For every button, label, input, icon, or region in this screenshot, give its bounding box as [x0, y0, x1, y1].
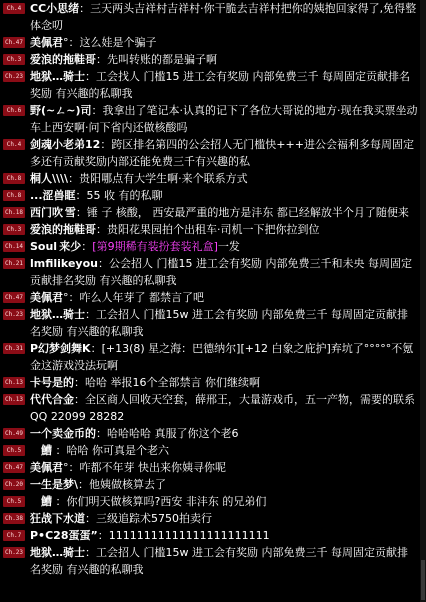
- name-separator: ：: [97, 529, 109, 542]
- player-name[interactable]: 鰽: [30, 495, 52, 508]
- chat-message: [0, 442, 420, 459]
- player-name[interactable]: 地狱…骑士: [30, 308, 85, 321]
- name-separator: ：: [79, 2, 91, 15]
- message-body: [30, 102, 418, 136]
- message-body: [30, 170, 418, 187]
- chat-message: [0, 493, 420, 510]
- chat-message: [0, 476, 420, 493]
- level-badge: Ch.31: [4, 345, 24, 352]
- message-text: 我拿出了笔记本·认真的记下了各位大哥说的地方·现在我买票坐动车上西安啊·问下省内还做核酸吗: [30, 104, 418, 134]
- player-name[interactable]: 鰽: [30, 444, 52, 457]
- message-text: 他姨做核算去了: [89, 478, 167, 491]
- name-separator: ：: [75, 189, 87, 202]
- level-badge: Ch.4: [3, 139, 25, 150]
- chat-message: [0, 51, 420, 68]
- message-text: 哈哈哈哈 真服了你这个老6: [107, 427, 239, 440]
- name-separator: ：: [74, 393, 85, 406]
- message-body: [30, 0, 418, 34]
- message-text: 贵阳哪点有大学生啊·来个联系方式: [79, 172, 248, 185]
- message-body: [30, 306, 418, 340]
- item-link[interactable]: [第9期稀有装扮套装礼盒]: [92, 240, 218, 253]
- player-name[interactable]: 西门吹 雪: [30, 206, 76, 219]
- name-separator: ：: [78, 478, 90, 491]
- message-body: [30, 238, 418, 255]
- player-name[interactable]: Soul 来少: [30, 240, 82, 253]
- player-name[interactable]: 美佩君: [30, 36, 63, 49]
- message-text: 咋都不年芽 快出来你姨寻你呢: [79, 461, 226, 474]
- level-badge: Ch.23: [4, 73, 24, 80]
- level-badge: Ch.4: [3, 3, 25, 14]
- name-separator: ：: [85, 546, 96, 559]
- message-body: [30, 289, 418, 306]
- chat-message: [0, 459, 420, 476]
- message-body: [30, 527, 418, 544]
- message-text: 咋么人年芽了 都禁言了吧: [79, 291, 204, 304]
- level-badge: Ch.7: [3, 530, 25, 541]
- message-text: 工会招人 门槛15w 进工会有奖励 内部免费三千 每周固定贡献排名奖励 有兴趣的私聊我: [30, 308, 408, 338]
- chat-message: [0, 544, 420, 578]
- message-text: 跨区排名第四的公会招人无门槛快+++进公会福利多每周固定多还有贡献奖励内部还能免费三千有兴趣的私: [30, 138, 414, 168]
- player-name[interactable]: CC小思绪: [30, 2, 80, 15]
- message-body: [30, 442, 418, 459]
- message-body: [30, 374, 418, 391]
- chat-message: [0, 510, 420, 527]
- chat-message: [0, 289, 420, 306]
- name-separator: ：: [96, 427, 107, 440]
- level-badge: Ch.20: [4, 481, 24, 488]
- message-text: 贵阳花果园拍个出租车·司机一下把你拉到位: [107, 223, 320, 236]
- message-body: [30, 493, 418, 510]
- name-separator: ：: [85, 70, 96, 83]
- message-body: [30, 425, 418, 442]
- player-name[interactable]: 爱浪的拖鞋哥: [30, 53, 96, 66]
- name-separator: ：: [75, 206, 87, 219]
- player-name[interactable]: ...涩兽眶: [30, 189, 76, 202]
- chat-message: [0, 340, 420, 374]
- player-name[interactable]: 地狱…骑士: [30, 70, 85, 83]
- level-badge: Ch.47: [4, 294, 24, 301]
- name-separator: ：: [91, 104, 103, 117]
- message-text: 哈哈 你可真是个老六: [66, 444, 169, 457]
- level-badge: Ch.38: [4, 515, 24, 522]
- chat-message: [0, 170, 420, 187]
- level-badge: Ch.13: [4, 396, 24, 403]
- level-badge: Ch.6: [3, 105, 25, 116]
- chat-message: [0, 0, 420, 34]
- chat-message: [0, 255, 420, 289]
- player-name[interactable]: 爱浪的拖鞋哥: [30, 223, 96, 236]
- message-text: 三天两头吉祥村吉祥村·你干脆去吉祥村把你的姨抱回家得了,免得整体念叨: [30, 2, 417, 32]
- message-body: [30, 136, 418, 170]
- player-name[interactable]: P•C28蛋蛋”: [30, 529, 98, 542]
- name-separator: ：: [81, 240, 93, 253]
- message-body: [30, 221, 418, 238]
- chat-message: [0, 306, 420, 340]
- chat-message: [0, 238, 420, 255]
- player-name[interactable]: 剑魂小老弟12: [30, 138, 101, 151]
- message-text: 三级追踪术5750拍卖行: [96, 512, 212, 525]
- scrollbar-thumb[interactable]: [421, 560, 425, 600]
- chat-message: [0, 221, 420, 238]
- message-body: [30, 476, 418, 493]
- name-separator: ：: [85, 308, 96, 321]
- chat-scrollbar[interactable]: [420, 0, 426, 602]
- level-badge: Ch.23: [4, 311, 24, 318]
- message-text: [+13(8) 星之海：巴德纳尔][+12 白象之庇护]弃坑了°°°°°不氪金这游戏没法玩啊: [30, 342, 414, 372]
- chat-message: [0, 527, 420, 544]
- message-text: 先叫转账的都是骗子啊: [107, 53, 217, 66]
- name-separator: ：: [96, 223, 107, 236]
- message-body: [30, 391, 418, 425]
- player-name[interactable]: 代代合金: [30, 393, 74, 406]
- message-body: [30, 255, 418, 289]
- message-body: [30, 68, 418, 102]
- message-body: [30, 459, 418, 476]
- level-badge: Ch.14: [4, 243, 24, 250]
- message-text: 这么娃是个骗子: [79, 36, 157, 49]
- player-name[interactable]: 地狱…骑士: [30, 546, 85, 559]
- message-body: [30, 34, 418, 51]
- name-separator: ：: [68, 172, 80, 185]
- chat-message: [0, 136, 420, 170]
- name-separator: ：: [52, 495, 67, 508]
- name-separator: ：: [74, 376, 85, 389]
- message-text: 公会招人 门槛15 进工会有奖励 内部免费三千和未央 每周固定贡献排名奖励 有兴趣的私聊我: [30, 257, 412, 287]
- level-badge: Ch.13: [4, 379, 24, 386]
- player-name[interactable]: P幻梦剑舞K: [30, 342, 91, 355]
- player-name[interactable]: 桐人\\\\: [30, 172, 69, 185]
- level-badge: Ch.47: [4, 39, 24, 46]
- message-body: [30, 51, 418, 68]
- chat-message: [0, 187, 420, 204]
- message-text: 全区商人回收天空套，薛邢王，大量游戏币，五一产物，需要的联系QQ 22099 28282: [30, 393, 415, 423]
- message-body: [30, 204, 418, 221]
- chat-message: [0, 34, 420, 51]
- name-separator: °：: [63, 291, 80, 304]
- name-separator: ：: [85, 512, 96, 525]
- player-name[interactable]: 美佩君: [30, 461, 63, 474]
- message-text: 你们明天做核算吗?西安 非沣东 的兄弟们: [66, 495, 267, 508]
- message-text: 工会找人 门槛15 进工会有奖励 内部免费三千 每周固定贡献排名奖励 有兴趣的私聊我: [30, 70, 410, 100]
- player-name[interactable]: lmfilikeyou: [30, 257, 98, 270]
- level-badge: Ch.8: [3, 190, 25, 201]
- level-badge: Ch.5: [3, 445, 25, 456]
- level-badge: Ch.23: [4, 549, 24, 556]
- message-text: 锤 子 核酸， 西安最严重的地方是沣东 都已经解放半个月了随便来: [86, 206, 409, 219]
- message-body: [30, 544, 418, 578]
- name-separator: ：: [96, 53, 107, 66]
- name-separator: °：: [63, 461, 80, 474]
- level-badge: Ch.47: [4, 464, 24, 471]
- chat-message: [0, 374, 420, 391]
- chat-message: [0, 391, 420, 425]
- message-body: [30, 340, 418, 374]
- name-separator: ：: [90, 342, 102, 355]
- chat-message: [0, 68, 420, 102]
- chat-message: [0, 204, 420, 221]
- name-separator: ：: [100, 138, 112, 151]
- name-separator: ：: [97, 257, 109, 270]
- message-body: [30, 510, 418, 527]
- message-text: 一发: [217, 240, 240, 253]
- player-name[interactable]: 一个卖金币的: [30, 427, 96, 440]
- name-separator: ：: [52, 444, 67, 457]
- level-badge: Ch.49: [4, 430, 24, 437]
- name-separator: °：: [63, 36, 80, 49]
- message-text: 55 收 有的私聊: [86, 189, 163, 202]
- player-name[interactable]: 美佩君: [30, 291, 63, 304]
- player-name[interactable]: 一生是梦\: [30, 478, 79, 491]
- player-name[interactable]: 狂战下水道: [30, 512, 85, 525]
- level-badge: Ch.3: [3, 224, 25, 235]
- chat-message: [0, 102, 420, 136]
- chat-message: [0, 425, 420, 442]
- message-text: 哈哈 举报16个全部禁言 你们继续啊: [85, 376, 260, 389]
- level-badge: Ch.3: [3, 54, 25, 65]
- level-badge: Ch.21: [4, 260, 24, 267]
- message-text: 11111111111111111111111: [108, 529, 270, 542]
- player-name[interactable]: 野(~ㄥ~)司: [30, 104, 92, 117]
- level-badge: Ch.18: [4, 209, 24, 216]
- message-body: [30, 187, 418, 204]
- message-text: 工会招人 门槛15w 进工会有奖励 内部免费三千 每周固定贡献排名奖励 有兴趣的私聊我: [30, 546, 408, 576]
- level-badge: Ch.5: [3, 496, 25, 507]
- player-name[interactable]: 卡号是的: [30, 376, 74, 389]
- level-badge: Ch.8: [3, 173, 25, 184]
